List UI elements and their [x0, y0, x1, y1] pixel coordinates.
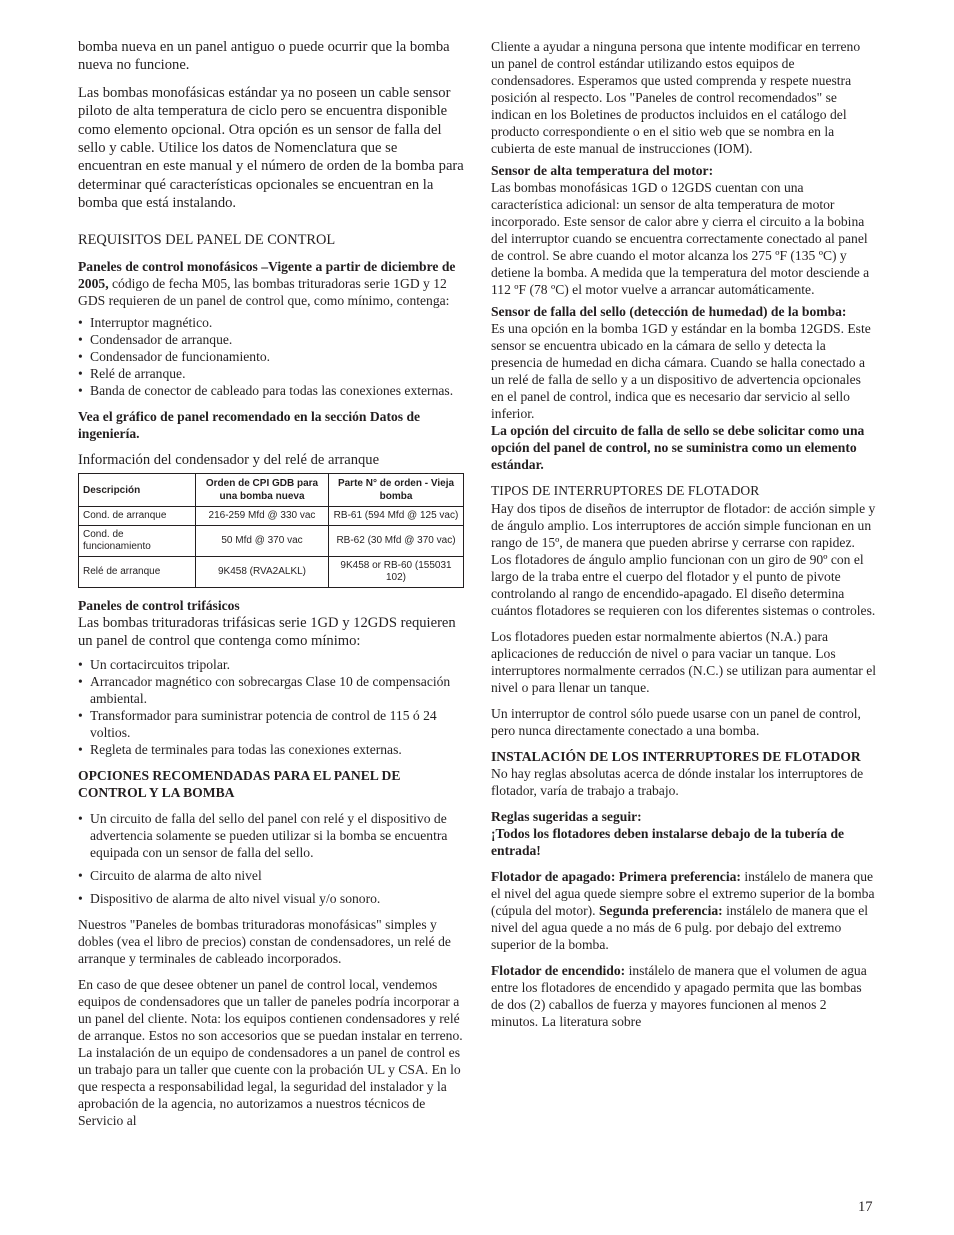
- table-cell: Relé de arranque: [79, 557, 196, 588]
- table-cell: 50 Mfd @ 370 vac: [196, 526, 329, 557]
- off-float-paragraph: [491, 868, 877, 953]
- list-item: • Dispositivo de alarma de alto nivel visual y/o sonoro.: [78, 890, 464, 907]
- motor-sensor-text: Las bombas monofásicas 1GD o 12GDS cuentan con una característica adicional: un sensor de alta temperatura de motor incorporado. Este sensor de calor abre y cierra el circuito a la bobina del interruptor cuando se encuentra correctamente conectado al panel de control. Se abre cuando el motor alcanza los 275 ºF (135 ºC) y detiene la bomba. A medida que la temperatura del motor desciende a 112 ºF (78 ºC) el motor vuelve a arrancar automáticamente.: [491, 180, 870, 297]
- list-item: • Regleta de terminales para todas las conexiones externas.: [78, 741, 464, 758]
- seal-sensor-heading: Sensor de falla del sello (detección de humedad) de la bomba:: [491, 304, 847, 319]
- list-item: • Relé de arranque.: [78, 365, 464, 382]
- table-cell: 9K458 (RVA2ALKL): [196, 557, 329, 588]
- on-float-paragraph: [491, 962, 877, 1030]
- table-header-old-pump: Parte N° de orden - Vieja bomba: [329, 474, 464, 507]
- table-row: [79, 557, 464, 588]
- table-cell: Cond. de arranque: [79, 507, 196, 526]
- table-cell: Cond. de funcionamiento: [79, 526, 196, 557]
- mono-panel-text: código de fecha M05, las bombas trituradoras serie 1GD y 12 GDS requieren de un panel de control que, como mínimo, contenga:: [78, 275, 450, 308]
- panels-paragraph: Nuestros "Paneles de bombas trituradoras monofásicas" simples y dobles (vea el libro de precios) constan de condensadores, un relé de arranque y terminales de cableado incorporados.: [78, 916, 451, 966]
- intro-paragraph-sensors: Las bombas monofásicas estándar ya no poseen un cable sensor piloto de alta temperatura de ciclo pero se encuentra disponible como elemento opcional. Otra opción es un sensor de falla del sello y cable. Utilice los datos de Nomenclatura que se encuentran en este manual y el número de orden de la bomba para determinar qué características opcionales se encuentran en la bomba que está instalando.: [78, 84, 464, 212]
- list-item: • Condensador de funcionamiento.: [78, 348, 464, 365]
- control-switch-paragraph: Un interruptor de control sólo puede usarse con un panel de control, pero nunca directamente conectado a una bomba.: [491, 706, 861, 738]
- page-number: 17: [858, 1199, 873, 1215]
- list-item: • Interruptor magnético.: [78, 314, 464, 331]
- table-cell: RB-61 (594 Mfd @ 125 vac): [329, 507, 464, 526]
- list-item: • Circuito de alarma de alto nivel: [78, 867, 464, 884]
- tri-panel-heading: Paneles de control trifásicos: [78, 598, 240, 614]
- heading-panel-requirements: REQUISITOS DEL PANEL DE CONTROL: [78, 231, 336, 248]
- table-header-description: Descripción: [79, 474, 196, 507]
- left-column: [78, 38, 464, 1129]
- tri-panel-text: Las bombas trituradoras trifásicas serie 1GD y 12GDS requieren un panel de control que contenga como mínimo:: [78, 615, 456, 650]
- table-row: [79, 507, 464, 526]
- off-float-lead: Flotador de apagado: Primera preferencia:: [491, 869, 741, 884]
- seal-sensor-text: Es una opción en la bomba 1GD y estándar en la bomba 12GDS. Este sensor se encuentra ubicado en la cámara de sello y detecta la presencia de humedad en dicha cámara. Cuando se halla conectado a un relé de falla de sello y a un dispositivo de advertencia opcionales en el panel de control, indica que es necesario dar servicio al sello inferior.: [491, 321, 871, 421]
- rules-heading: Reglas sugeridas a seguir:: [491, 809, 642, 824]
- heading-float-types: TIPOS DE INTERRUPTORES DE FLOTADOR: [491, 483, 760, 498]
- local-panel-paragraph: En caso de que desee obtener un panel de control local, vendemos equipos de condensadores que un taller de paneles podría incorporar a un panel del cliente. Nota: los equipos contienen condensadores y relé de arranque. Estos no son accesorios que se puedan instalar en terreno. La instalación de un equipo de condensadores a un panel de control es un trabajo para un taller que cuente con la probación UL y CSA. En lo que respecta a responsabilidad legal, la seguridad del instalador y la aprobación de la agencia, no autorizamos a nuestros técnicos de Servicio al: [78, 976, 463, 1128]
- table-title: Información del condensador y del relé de arranque: [78, 451, 380, 468]
- off-float-text: instálelo de manera que el nivel del agua quede siempre sobre el extremo superior de la bomba (cúpula del motor).: [491, 869, 875, 918]
- list-item: • Condensador de arranque.: [78, 331, 464, 348]
- capacitor-relay-table: [78, 473, 464, 588]
- table-cell: RB-62 (30 Mfd @ 370 vac): [329, 526, 464, 557]
- table-header-row: [79, 474, 464, 507]
- list-item: • Banda de conector de cableado para todas las conexiones externas.: [78, 382, 464, 399]
- list-item: • Arrancador magnético con sobrecargas Clase 10 de compensación ambiental.: [78, 673, 464, 707]
- table-cell: 9K458 or RB-60 (155031 102): [329, 557, 464, 588]
- on-float-lead: Flotador de encendido:: [491, 963, 626, 978]
- heading-recommended-options: OPCIONES RECOMENDADAS PARA EL PANEL DE CONTROL Y LA BOMBA: [78, 767, 401, 800]
- table-cell: 216-259 Mfd @ 330 vac: [196, 507, 329, 526]
- mono-panel-list: [78, 314, 464, 399]
- motor-sensor-heading: Sensor de alta temperatura del motor:: [491, 163, 714, 178]
- right-column: [491, 38, 877, 1030]
- mono-panel-lead: Paneles de control monofásicos –Vigente a partir de diciembre de 2005,: [78, 258, 456, 291]
- heading-float-install: INSTALACIÓN DE LOS INTERRUPTORES DE FLOTADOR: [491, 749, 861, 764]
- mono-panel-paragraph: [78, 258, 464, 309]
- options-list: [78, 810, 464, 907]
- off-float-second-text: instálelo de manera que el nivel del agua quede a no más de 6 pulg. por debajo del extremo superior de la bomba.: [491, 903, 869, 952]
- table-row: [79, 526, 464, 557]
- float-install-text: No hay reglas absolutas acerca de dónde instalar los interruptores de flotador, varía de trabajo a trabajo.: [491, 766, 864, 798]
- on-float-text: instálelo de manera que el volumen de agua entre los flotadores de encendido y apagado permita que las bombas de dos (2) caballos de fuerza y mayores funcionen al menos 2 minutos. La literatura sobre: [491, 963, 867, 1029]
- list-item: • Un cortacircuitos tripolar.: [78, 656, 464, 673]
- list-item: • Transformador para suministrar potencia de control de 115 ó 24 voltios.: [78, 707, 464, 741]
- table-header-new-pump: Orden de CPI GDB para una bomba nueva: [196, 474, 329, 507]
- list-item: • Un circuito de falla del sello del panel con relé y el dispositivo de advertencia solamente se pueden utilizar si la bomba se encuentra equipada con un sensor de falla del sello.: [78, 810, 464, 861]
- float-types-text: Hay dos tipos de diseños de interruptor de flotador: de acción simple y de ángulo amplio. Los interruptores de acción simple funcionan en un rango de 15º, de manera que pueden abrirse y cerrarse con rapidez. Los flotadores de ángulo amplio funcionan con un giro de 90º con el largo de la traba entre el cuerpo del flotador y el punto de pivote controlando al rango de encendido-apagado. El diseño determina cuántos flotadores se requieren con los diferentes sistemas o controles.: [491, 501, 876, 618]
- intro-paragraph-cont: bomba nueva en un panel antiguo o puede ocurrir que la bomba nueva no funcione.: [78, 39, 450, 74]
- off-float-second-lead: Segunda preferencia:: [598, 903, 723, 918]
- rules-warning: ¡Todos los flotadores deben instalarse debajo de la tubería de entrada!: [491, 826, 845, 858]
- continued-paragraph: Cliente a ayudar a ninguna persona que intente modificar en terreno un panel de control estándar utilizando estos equipos de condensadores. Esperamos que usted comprenda y respete nuestra posición al respecto. Los "Paneles de control recomendados" se indican en los Boletines de productos incluidos en el catálogo del producto correspondiente o en el sitio web que se nombra en la cubierta de este manual de instrucciones (IOM).: [491, 39, 861, 156]
- tri-panel-list: [78, 656, 464, 758]
- float-na-paragraph: Los flotadores pueden estar normalmente abiertos (N.A.) para aplicaciones de reducción de nivel o para vaciar un tanque. Los interruptores normalmente cerrados (N.C.) se utilizan para aumentar el nivel o para llenar un tanque.: [491, 629, 876, 695]
- seal-sensor-note: La opción del circuito de falla de sello se debe solicitar como una opción del panel de control, no se suministra como un elemento estándar.: [491, 423, 865, 472]
- see-chart-note: Vea el gráfico de panel recomendado en la sección Datos de ingeniería.: [78, 408, 421, 441]
